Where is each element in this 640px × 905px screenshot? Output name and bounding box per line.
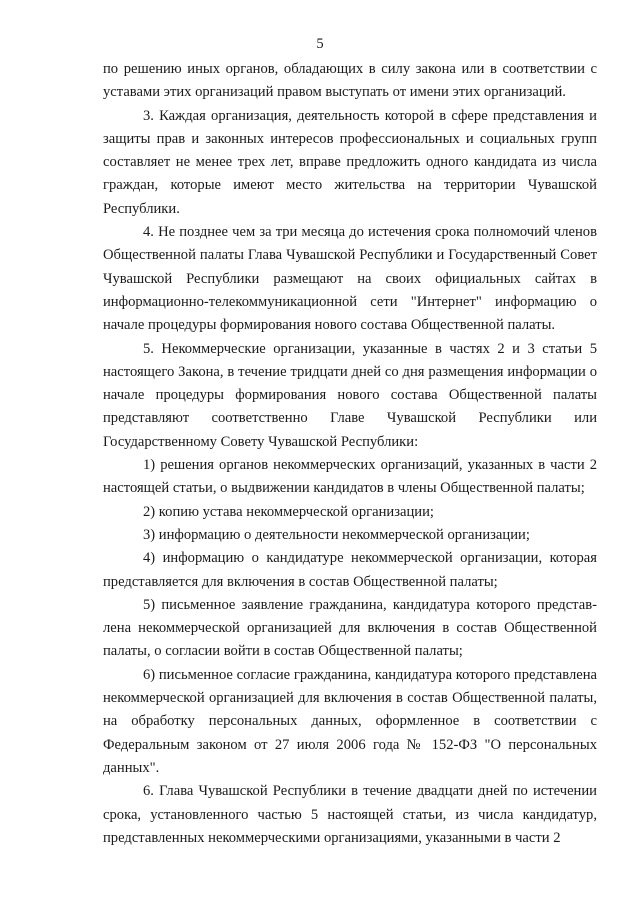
list-item-5: 5) письменное заявление гражданина, кандидатура которого представлена некоммерческой организацией для включения в состав Общественной палаты, о согласии войти в состав Общественной палаты; — [103, 596, 597, 660]
list-item-4: 4) информацию о кандидатуре некоммерческой организации, которая представляется для включения в состав Общественной палаты; — [103, 550, 597, 590]
list-item-6: 6) письменное согласие гражданина, кандидатура которого представлена некоммерческой организацией для включения в состав Общественной палаты, на обработку персональных данных, оформленное в соответствии с Федеральным законом от 27 июля 2006 года № 152-ФЗ "О персональных данных". — [103, 666, 597, 776]
paragraph-part-6: 6. Глава Чувашской Республики в течение двадцати дней по истечении срока, установленного частью 5 настоящей статьи, из числа кандидатур, представленных некоммерческими организациями, указанными в части 2 — [103, 783, 597, 846]
list-item-2: 2) копию устава некоммерческой организации; — [143, 503, 434, 520]
list-item-1: 1) решения органов некоммерческих организаций, указанных в части 2 настоящей статьи, о выдвижении кандидатов в члены Общественной палаты; — [103, 457, 597, 497]
document-body — [103, 58, 597, 850]
paragraph-part-5: 5. Некоммерческие организации, указанные в частях 2 и 3 статьи 5 настоящего Закона, в течение тридцати дней со дня размещения информации о начале процедуры формирования нового состава Общественной палаты представляют соответственно Главе Чувашской Республики или Государственному Совету Чувашской Республики: — [103, 340, 597, 450]
paragraph-continuation: по решению иных органов, обладающих в силу закона или в соответствии с уставами этих организаций правом выступать от имени этих организаций. — [103, 61, 597, 101]
page-number: 5 — [316, 36, 324, 52]
paragraph-part-4: 4. Не позднее чем за три месяца до истечения срока полномочий членов Общественной палаты Глава Чувашской Республики и Государственный Совет Чувашской Республики размещают на своих официальных сайтах в информационно-телекоммуникационной сети "Интернет" информацию о начале процедуры формирования нового состава Общественной палаты. — [103, 224, 597, 334]
paragraph-part-3: 3. Каждая организация, деятельность которой в сфере представления и защиты прав и законных интересов профессиональных и социальных групп составляет не менее трех лет, вправе предложить одного кандидата из числа граждан, которые имеют место жительства на территории Чувашской Республики. — [103, 107, 597, 217]
list-item-3: 3) информацию о деятельности некоммерческой организации; — [143, 526, 530, 543]
